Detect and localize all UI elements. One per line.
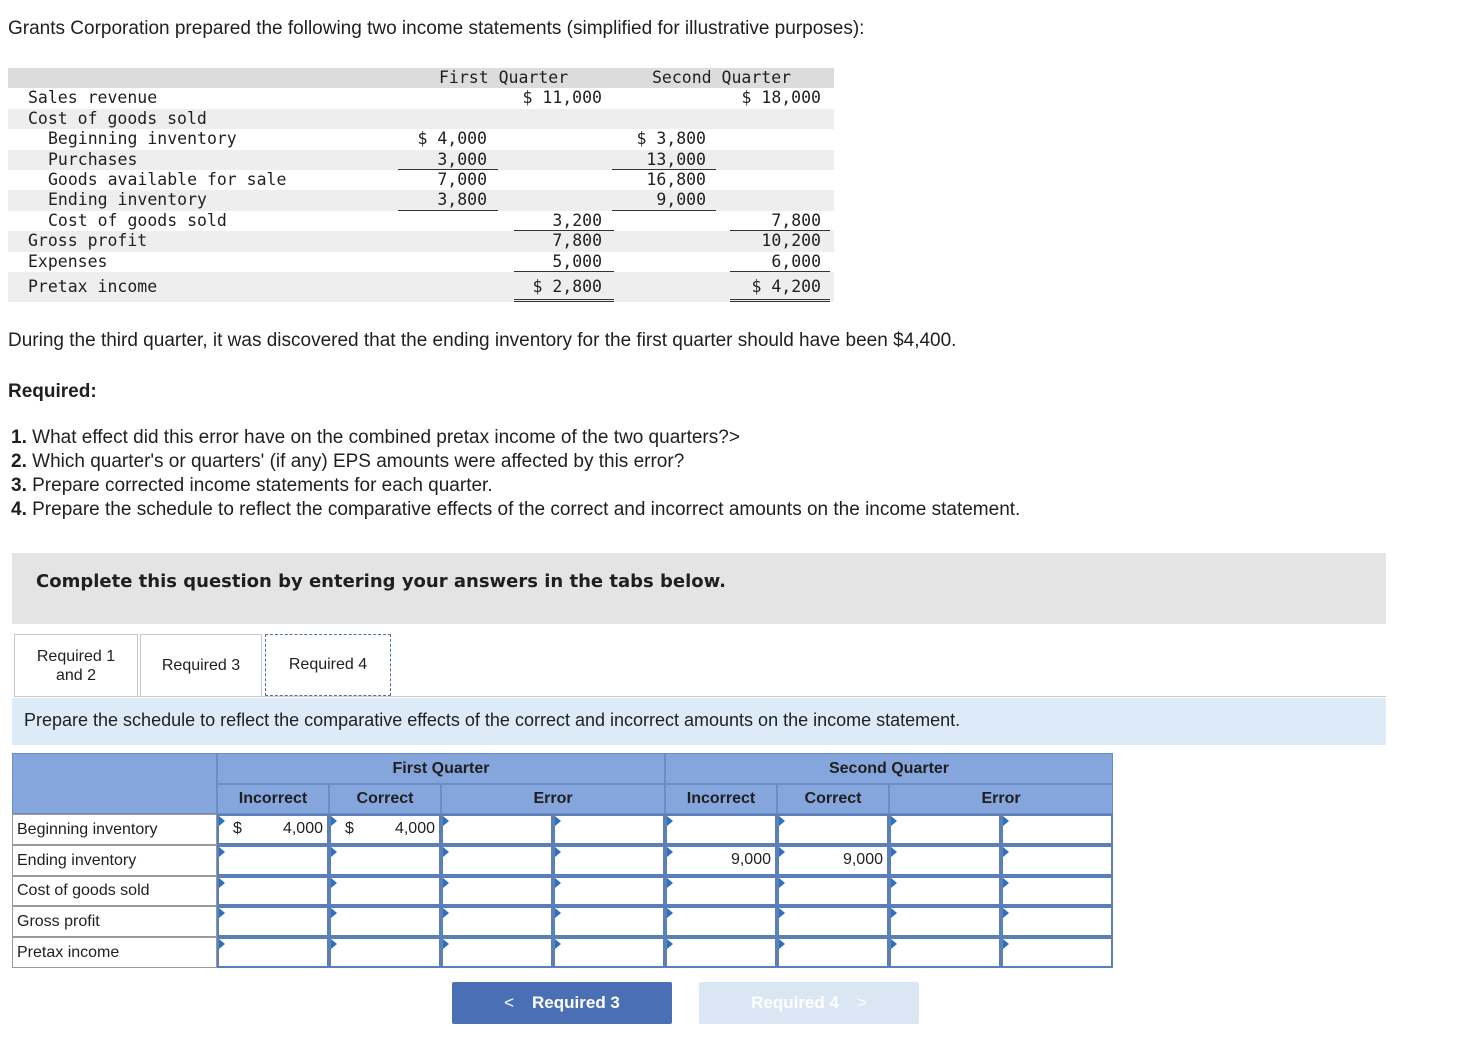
cell-value: 4,000 — [394, 820, 435, 837]
input-end-q1-incorrect[interactable] — [217, 845, 329, 876]
tab-label: Required 3 — [161, 656, 241, 674]
input-end-q2-error-2[interactable] — [1001, 845, 1113, 876]
requirements-list — [11, 426, 1020, 522]
req-num: 2. — [11, 451, 27, 472]
cell-value: 9,000 — [842, 851, 883, 868]
value: 10,200 — [761, 231, 821, 251]
input-cogs-q1-error-1[interactable] — [441, 876, 553, 906]
req-text: What effect did this error have on the combined pretax income of the two quarters?> — [26, 427, 740, 448]
input-end-q2-incorrect[interactable] — [665, 845, 777, 876]
req-text: Which quarter's or quarters' (if any) EPS amounts were affected by this error? — [26, 451, 685, 472]
input-beg-q1-incorrect[interactable] — [217, 814, 329, 845]
grid-corner — [12, 753, 217, 814]
input-pretax-q1-correct[interactable] — [329, 937, 441, 968]
input-beg-q2-error-2[interactable] — [1001, 814, 1113, 845]
input-pretax-q1-error-2[interactable] — [553, 937, 665, 968]
row-label-cost-of-goods-sold: Cost of goods sold — [12, 876, 217, 906]
input-end-q1-error-1[interactable] — [441, 845, 553, 876]
value: 7,000 — [437, 169, 487, 189]
input-cogs-q2-error-1[interactable] — [889, 876, 1001, 906]
value: 3,800 — [437, 190, 487, 210]
currency-symbol: $ — [345, 820, 354, 837]
input-gross-q1-error-2[interactable] — [553, 906, 665, 937]
input-end-q1-error-2[interactable] — [553, 845, 665, 876]
value: $ 4,200 — [751, 276, 821, 296]
label: Purchases — [48, 149, 138, 169]
input-gross-q1-error-1[interactable] — [441, 906, 553, 937]
row-label-beginning-inventory: Beginning inventory — [12, 814, 217, 845]
label: Gross profit — [28, 231, 148, 251]
next-button[interactable] — [699, 982, 919, 1024]
row-label-pretax-income: Pretax income — [12, 937, 217, 968]
req-num: 3. — [11, 475, 27, 496]
input-cogs-q2-correct[interactable] — [777, 876, 889, 906]
tab-divider — [14, 696, 1386, 697]
prev-button[interactable] — [452, 982, 672, 1024]
row-pretax-income — [8, 272, 834, 302]
input-end-q1-correct[interactable] — [329, 845, 441, 876]
value: 5,000 — [552, 251, 602, 271]
value: 16,800 — [646, 169, 706, 189]
label: Cost of goods sold — [28, 108, 207, 128]
row-sales — [8, 88, 834, 108]
col-incorrect: Incorrect — [665, 784, 777, 814]
input-beg-q2-correct[interactable] — [777, 814, 889, 845]
col-incorrect: Incorrect — [217, 784, 329, 814]
value: $ 2,800 — [532, 276, 602, 296]
tab-label: and 2 — [55, 666, 97, 684]
input-pretax-q1-incorrect[interactable] — [217, 937, 329, 968]
requirement-4 — [11, 498, 1020, 522]
tab-required-4[interactable] — [265, 634, 391, 696]
value: 3,200 — [552, 210, 602, 230]
label: Ending inventory — [48, 190, 207, 210]
input-gross-q2-error-1[interactable] — [889, 906, 1001, 937]
tab-instruction — [12, 698, 1386, 745]
label: Beginning inventory — [48, 129, 237, 149]
input-pretax-q2-correct[interactable] — [777, 937, 889, 968]
col-error: Error — [441, 784, 665, 814]
label: Cost of goods sold — [48, 210, 227, 230]
chevron-left-icon: < — [504, 993, 515, 1012]
next-button-label: Required 4 — [751, 993, 839, 1012]
input-cogs-q2-incorrect[interactable] — [665, 876, 777, 906]
input-gross-q1-correct[interactable] — [329, 906, 441, 937]
row-expenses — [8, 252, 834, 272]
input-beg-q1-error-1[interactable] — [441, 814, 553, 845]
row-label-ending-inventory: Ending inventory — [12, 845, 217, 876]
input-cogs-q1-correct[interactable] — [329, 876, 441, 906]
input-beg-q1-correct[interactable] — [329, 814, 441, 845]
req-text: Prepare corrected income statements for each quarter. — [26, 475, 493, 496]
second-quarter-header: Second Quarter — [665, 753, 1113, 784]
tab-label: Required 4 — [288, 656, 368, 673]
value: 9,000 — [656, 190, 706, 210]
tab-required-3[interactable] — [140, 634, 262, 696]
input-cogs-q1-error-2[interactable] — [553, 876, 665, 906]
value: $ 4,000 — [417, 129, 487, 149]
input-beg-q2-incorrect[interactable] — [665, 814, 777, 845]
label: Expenses — [28, 251, 108, 271]
requirement-3 — [11, 474, 1020, 498]
input-beg-q2-error-1[interactable] — [889, 814, 1001, 845]
required-heading: Required: — [8, 381, 97, 402]
input-pretax-q2-incorrect[interactable] — [665, 937, 777, 968]
label: Pretax income — [28, 276, 158, 296]
input-pretax-q2-error-2[interactable] — [1001, 937, 1113, 968]
input-gross-q2-error-2[interactable] — [1001, 906, 1113, 937]
req-num: 1. — [11, 427, 27, 448]
banner-text: Complete this question by entering your answers in the tabs below. — [36, 571, 726, 592]
discovery-text: During the third quarter, it was discovered that the ending inventory for the first quarter should have been $4,400. — [8, 330, 957, 351]
chevron-right-icon: > — [856, 993, 867, 1012]
col-correct: Correct — [329, 784, 441, 814]
second-quarter-header: Second Quarter — [652, 68, 792, 87]
input-cogs-q2-error-2[interactable] — [1001, 876, 1113, 906]
prev-button-label: Required 3 — [532, 993, 620, 1012]
input-gross-q1-incorrect[interactable] — [217, 906, 329, 937]
value: 13,000 — [646, 149, 706, 169]
requirement-1 — [11, 426, 1020, 450]
input-pretax-q1-error-1[interactable] — [441, 937, 553, 968]
input-end-q2-correct[interactable] — [777, 845, 889, 876]
intro-text: Grants Corporation prepared the following two income statements (simplified for illustrative purposes): — [8, 18, 865, 39]
value: 7,800 — [771, 210, 821, 230]
requirement-2 — [11, 450, 1020, 474]
value: $ 3,800 — [636, 129, 706, 149]
first-quarter-header: First Quarter — [439, 68, 569, 87]
row-beginning-inventory — [8, 129, 834, 149]
label: Goods available for sale — [48, 169, 287, 189]
instruction-text: Prepare the schedule to reflect the comparative effects of the correct and incorrect amounts on the income statement. — [24, 710, 961, 730]
tab-label: Required 1 — [36, 647, 116, 665]
row-ending-inventory — [8, 190, 834, 210]
col-correct: Correct — [777, 784, 889, 814]
value: 6,000 — [771, 251, 821, 271]
row-cogs-head — [8, 109, 834, 129]
income-statement — [8, 68, 834, 302]
input-cogs-q1-incorrect[interactable] — [217, 876, 329, 906]
row-goods-available — [8, 170, 834, 190]
statement-header-row — [8, 68, 834, 88]
instruction-banner — [12, 553, 1386, 624]
row-purchases — [8, 150, 834, 170]
input-end-q2-error-1[interactable] — [889, 845, 1001, 876]
value: 3,000 — [437, 149, 487, 169]
value: 7,800 — [552, 231, 602, 251]
label: Sales revenue — [28, 88, 158, 108]
tab-required-1-and-2[interactable] — [14, 634, 138, 696]
value: $ 11,000 — [522, 88, 602, 108]
input-pretax-q2-error-1[interactable] — [889, 937, 1001, 968]
cell-value: 9,000 — [730, 851, 771, 868]
first-quarter-header: First Quarter — [217, 753, 665, 784]
input-gross-q2-correct[interactable] — [777, 906, 889, 937]
req-num: 4. — [11, 499, 27, 520]
row-cost-of-goods-sold — [8, 211, 834, 231]
req-text: Prepare the schedule to reflect the comparative effects of the correct and incorrect amounts on the income statement. — [26, 499, 1021, 520]
currency-symbol: $ — [233, 820, 242, 837]
col-error: Error — [889, 784, 1113, 814]
input-beg-q1-error-2[interactable] — [553, 814, 665, 845]
row-gross-profit — [8, 231, 834, 251]
value: $ 18,000 — [741, 88, 821, 108]
input-gross-q2-incorrect[interactable] — [665, 906, 777, 937]
cell-value: 4,000 — [282, 820, 323, 837]
row-label-gross-profit: Gross profit — [12, 906, 217, 937]
